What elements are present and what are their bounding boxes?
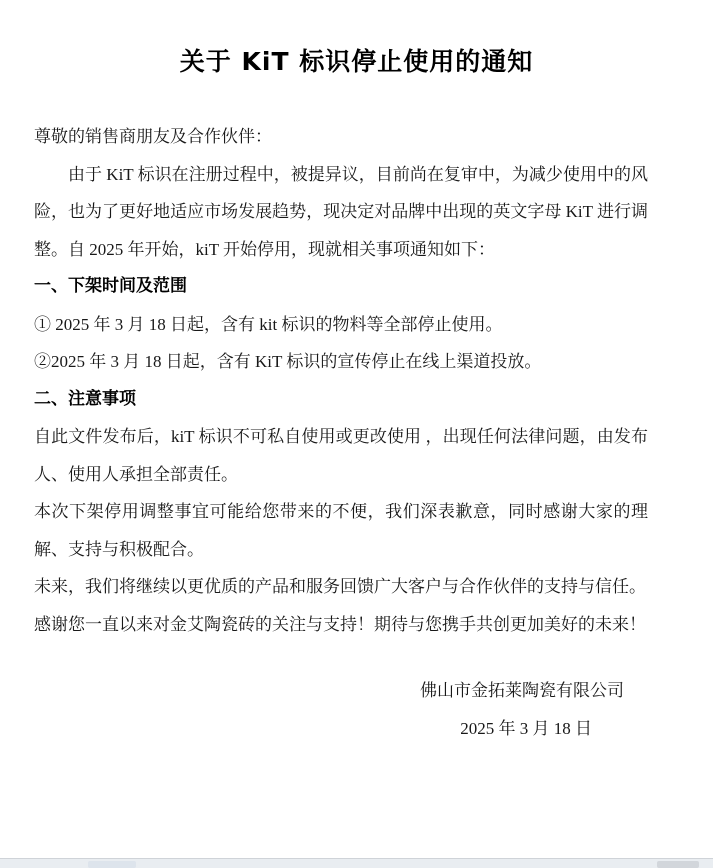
intro-paragraph: 由于 KiT 标识在注册过程中，被提异议，目前尚在复审中，为减少使用中的风险，也为了更好地适应市场发展趋势，现决定对品牌中出现的英文字母 KiT 进行调整。自 2025 年开始，kiT 开始停用，现就相关事项通知如下： xyxy=(34,164,648,259)
section1-item-1: ① 2025 年 3 月 18 日起，含有 kit 标识的物料等全部停止使用。 xyxy=(34,314,503,334)
document-title: 关于 KiT 标识停止使用的通知 xyxy=(179,47,534,76)
signature-company-name: 佛山市金拓莱陶瓷有限公司 xyxy=(420,681,624,700)
section1-item-2: ②2025 年 3 月 18 日起，含有 KiT 标识的宣传停止在线上渠道投放。 xyxy=(34,352,542,371)
section2-paragraph-4: 感谢您一直以来对金艾陶瓷砖的关注与支持！期待与您携手共创更加美好的未来！ xyxy=(34,614,646,634)
scrollbar-thumb[interactable] xyxy=(657,861,699,868)
horizontal-scrollbar-track[interactable] xyxy=(0,858,713,868)
document-body xyxy=(34,118,648,747)
section2-paragraph-1: 自此文件发布后，kiT 标识不可私自使用或更改使用 ，出现任何法律问题，由发布人、使用人承担全部责任。 xyxy=(34,427,648,484)
scrollbar-segment[interactable] xyxy=(88,861,136,868)
section2-paragraph-2: 本次下架停用调整事宜可能给您带来的不便，我们深表歉意，同时感谢大家的理解、支持与积极配合。 xyxy=(34,502,648,559)
greeting-line: 尊敬的销售商朋友及合作伙伴： xyxy=(34,127,272,146)
signature-date: 2025 年 3 月 18 日 xyxy=(460,718,592,738)
section2-heading: 二、注意事项 xyxy=(34,388,136,409)
section2-paragraph-3: 未来，我们将继续以更优质的产品和服务回馈广大客户与合作伙伴的支持与信任。 xyxy=(34,577,646,596)
section1-heading: 一、下架时间及范围 xyxy=(34,276,187,296)
signature-block xyxy=(34,672,648,747)
